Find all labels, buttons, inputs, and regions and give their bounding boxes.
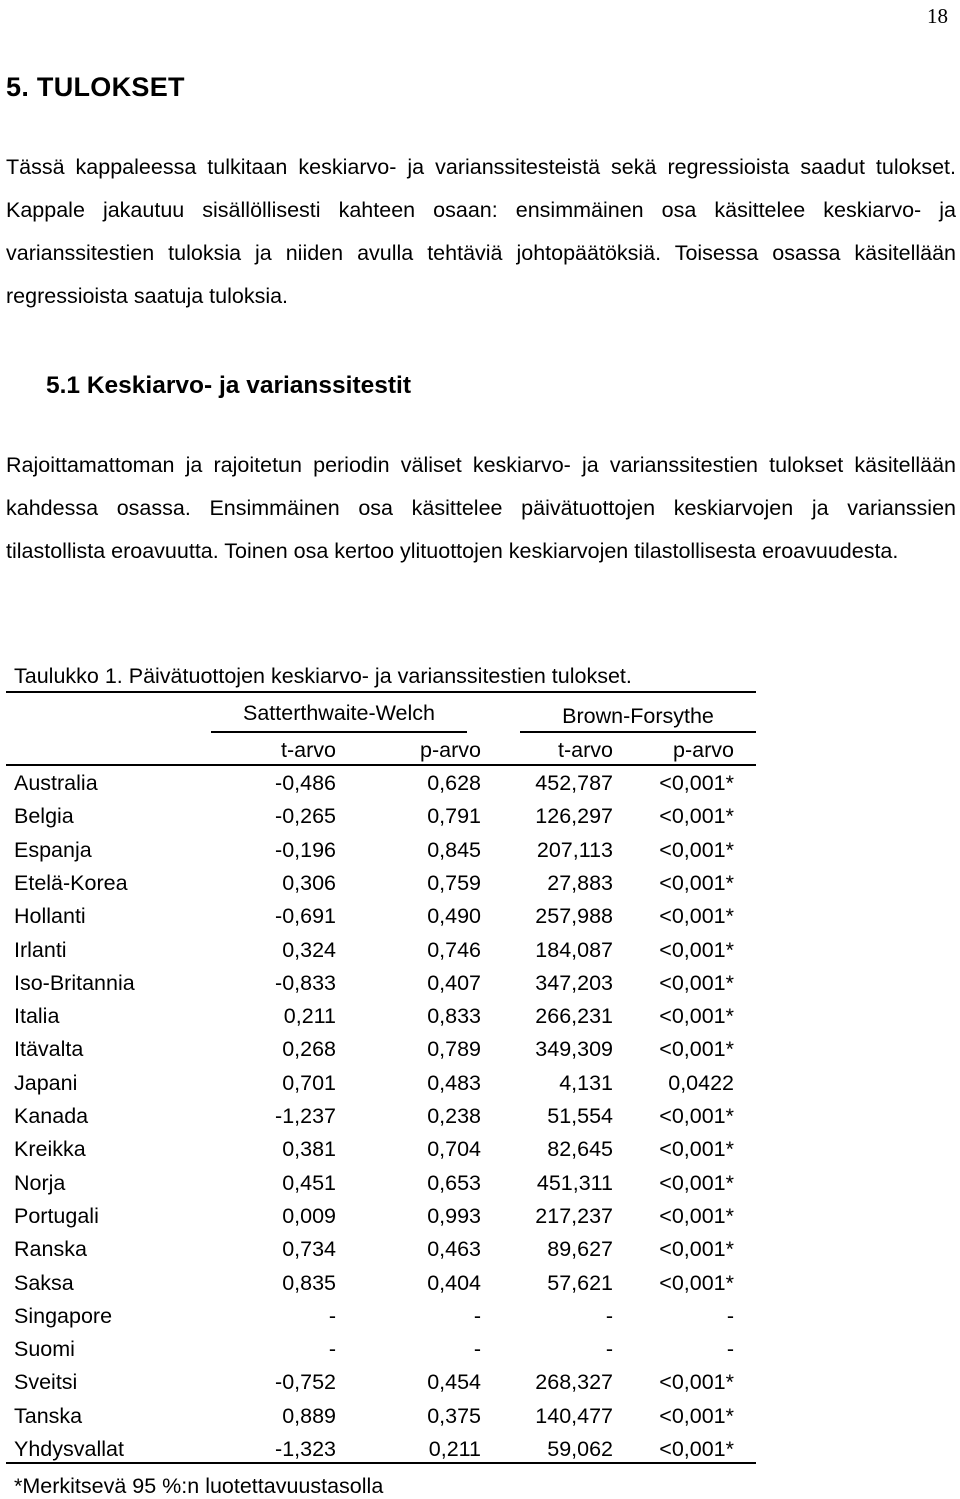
- table-cell-t-arvo-1: 0,268: [282, 1037, 336, 1062]
- table-cell-t-arvo-1: -: [328, 1303, 336, 1328]
- table-cell-t-arvo-2: 140,477: [535, 1403, 613, 1428]
- table-cell-p-arvo-1: 0,759: [427, 870, 481, 895]
- table-cell-t-arvo-2: 89,627: [547, 1237, 613, 1262]
- table-cell-p-arvo-1: 0,704: [427, 1137, 481, 1162]
- table-cell-p-arvo-1: 0,993: [427, 1203, 481, 1228]
- table-row: [6, 799, 756, 832]
- table-cell-t-arvo-2: 217,237: [535, 1203, 613, 1228]
- table-cell-p-arvo-2: <0,001*: [659, 1037, 734, 1062]
- table-cell-p-arvo-1: -: [473, 1337, 481, 1362]
- table-cell-country: Italia: [14, 1004, 60, 1029]
- table-cell-t-arvo-2: 184,087: [535, 937, 613, 962]
- table-row: [6, 1232, 756, 1265]
- table-cell-t-arvo-1: 0,324: [282, 937, 336, 962]
- table-cell-p-arvo-2: <0,001*: [659, 1104, 734, 1128]
- table-cell-t-arvo-1: 0,835: [282, 1270, 336, 1295]
- table-cell-p-arvo-2: <0,001*: [659, 1137, 734, 1162]
- table-cell-p-arvo-1: 0,238: [427, 1104, 481, 1128]
- table-cell-country: Japani: [14, 1070, 78, 1095]
- table-cell-country: Iso-Britannia: [14, 970, 135, 995]
- table-cell-p-arvo-2: <0,001*: [659, 1203, 734, 1228]
- table-cell-t-arvo-2: 349,309: [535, 1037, 613, 1062]
- table-row: [6, 1432, 756, 1465]
- column-header-p-arvo-1: p-arvo: [420, 738, 481, 762]
- table-cell-t-arvo-1: 0,211: [283, 1004, 336, 1029]
- table-cell-t-arvo-1: 0,701: [282, 1070, 336, 1095]
- table-row: [6, 1032, 756, 1065]
- table-row: [6, 866, 756, 899]
- table-cell-t-arvo-1: -0,196: [275, 837, 336, 862]
- section-heading: 5. TULOKSET: [6, 72, 185, 102]
- table-cell-t-arvo-2: -: [605, 1303, 613, 1328]
- table-cell-t-arvo-1: -0,486: [275, 771, 336, 795]
- subsection-heading: 5.1 Keskiarvo- ja varianssitestit: [46, 372, 411, 399]
- table-cell-p-arvo-2: <0,001*: [659, 1370, 734, 1395]
- table-cell-p-arvo-1: 0,653: [427, 1170, 481, 1195]
- table-cell-p-arvo-2: <0,001*: [659, 1403, 734, 1428]
- table-row: [6, 1166, 756, 1199]
- table-cell-country: Yhdysvallat: [14, 1437, 124, 1461]
- table-cell-t-arvo-2: 4,131: [559, 1070, 613, 1095]
- table-cell-t-arvo-2: -: [605, 1337, 613, 1362]
- intro-paragraph: Tässä kappaleessa tulkitaan keskiarvo- ja varianssitesteistä sekä regressioista saadut tulokset. Kappale jakautuu sisällöllisesti kahteen osaan: ensimmäinen osa käsittelee keskiarvo- ja varianssitestien tuloksia ja niiden avulla tehtäviä johtopäätöksiä. Toisessa osassa käsitellään regressioista saatuja tuloksia.: [6, 155, 956, 308]
- table-cell-t-arvo-1: -0,265: [275, 804, 336, 829]
- table-cell-t-arvo-1: 0,381: [282, 1137, 336, 1162]
- table-cell-p-arvo-1: 0,628: [427, 771, 481, 795]
- table-cell-t-arvo-1: 0,889: [282, 1403, 336, 1428]
- table-cell-country: Suomi: [14, 1337, 75, 1362]
- table-row: [6, 1066, 756, 1099]
- table-row: [6, 1332, 756, 1365]
- table-cell-p-arvo-1: 0,454: [427, 1370, 481, 1395]
- table-cell-country: Tanska: [14, 1403, 83, 1428]
- table-cell-t-arvo-2: 266,231: [535, 1004, 613, 1029]
- table-cell-p-arvo-2: <0,001*: [659, 970, 734, 995]
- table-cell-t-arvo-2: 452,787: [535, 771, 613, 795]
- table-cell-country: Etelä-Korea: [14, 870, 128, 895]
- table-cell-t-arvo-2: 451,311: [536, 1170, 613, 1195]
- table-cell-p-arvo-1: 0,845: [427, 837, 481, 862]
- table-cell-t-arvo-2: 347,203: [535, 970, 613, 995]
- table-cell-p-arvo-2: <0,001*: [659, 904, 734, 929]
- table-cell-p-arvo-1: 0,791: [427, 804, 481, 829]
- table-cell-t-arvo-2: 126,297: [535, 804, 613, 829]
- table-cell-p-arvo-2: <0,001*: [659, 771, 734, 795]
- table-cell-p-arvo-1: -: [473, 1303, 481, 1328]
- table-cell-country: Espanja: [14, 837, 92, 862]
- table-cell-p-arvo-2: <0,001*: [659, 937, 734, 962]
- table-row: [6, 966, 756, 999]
- table-cell-country: Singapore: [14, 1303, 113, 1328]
- table-cell-p-arvo-2: <0,001*: [659, 1237, 734, 1262]
- table-cell-p-arvo-2: <0,001*: [659, 804, 734, 829]
- column-header-t-arvo-2: t-arvo: [558, 738, 613, 762]
- table-cell-t-arvo-1: -0,752: [275, 1370, 336, 1395]
- table-row: [6, 999, 756, 1032]
- group-header-brown-forsythe: Brown-Forsythe: [562, 704, 714, 728]
- table-cell-p-arvo-2: <0,001*: [659, 1004, 734, 1029]
- table-cell-t-arvo-1: 0,306: [282, 870, 336, 895]
- table-row: [6, 1199, 756, 1232]
- table-cell-t-arvo-1: -1,237: [275, 1104, 336, 1128]
- table-cell-country: Irlanti: [14, 937, 67, 962]
- table-row: [6, 1399, 756, 1432]
- table-footnote: *Merkitsevä 95 %:n luotettavuustasolla: [14, 1474, 384, 1498]
- table-cell-t-arvo-1: -0,833: [275, 970, 336, 995]
- table-cell-t-arvo-2: 82,645: [547, 1137, 613, 1162]
- group-header-satterthwaite-welch: Satterthwaite-Welch: [243, 701, 435, 725]
- table-cell-t-arvo-2: 27,883: [547, 870, 613, 895]
- table-cell-country: Belgia: [14, 804, 74, 829]
- table-row: [6, 1266, 756, 1299]
- page-number: 18: [927, 4, 948, 28]
- table-row: [6, 899, 756, 932]
- table-cell-p-arvo-1: 0,463: [427, 1237, 481, 1262]
- table-cell-t-arvo-2: 51,554: [547, 1104, 613, 1128]
- table-cell-country: Portugali: [14, 1203, 99, 1228]
- table-row: [6, 1099, 756, 1132]
- subsection-paragraph: Rajoittamattoman ja rajoitetun periodin väliset keskiarvo- ja varianssitestien tulokset käsitellään kahdessa osassa. Ensimmäinen osa käsittelee päivätuottojen keskiarvojen ja varianssien tilastollista eroavuutta. Toinen osa kertoo ylituottojen keskiarvojen tilastollisesta eroavuudesta.: [6, 453, 956, 563]
- table-cell-country: Kanada: [14, 1104, 89, 1128]
- table-cell-t-arvo-1: -: [328, 1337, 336, 1362]
- column-header-p-arvo-2: p-arvo: [673, 738, 734, 762]
- table-cell-p-arvo-1: 0,211: [428, 1437, 481, 1461]
- table-cell-country: Itävalta: [14, 1037, 84, 1062]
- table-cell-p-arvo-1: 0,746: [427, 937, 481, 962]
- table-cell-country: Kreikka: [14, 1137, 86, 1162]
- table-cell-country: Hollanti: [14, 904, 86, 929]
- table-cell-t-arvo-1: -0,691: [275, 904, 336, 929]
- table-row: [6, 1299, 756, 1332]
- table-cell-p-arvo-1: 0,483: [427, 1070, 481, 1095]
- table-row: [6, 833, 756, 866]
- table-cell-t-arvo-1: 0,451: [282, 1170, 336, 1195]
- table-cell-country: Ranska: [14, 1237, 87, 1262]
- table-row: [6, 933, 756, 966]
- table-row: [6, 766, 756, 799]
- table-cell-p-arvo-1: 0,833: [427, 1004, 481, 1029]
- table-cell-p-arvo-2: -: [726, 1337, 734, 1362]
- table-row: [6, 1132, 756, 1165]
- table-header-row: [6, 733, 756, 766]
- table-cell-p-arvo-1: 0,375: [427, 1403, 481, 1428]
- table-bottom-rule: [6, 1462, 756, 1464]
- table-cell-t-arvo-2: 59,062: [547, 1437, 613, 1461]
- table-cell-p-arvo-1: 0,490: [427, 904, 481, 929]
- table-cell-t-arvo-1: 0,009: [282, 1203, 336, 1228]
- table-cell-p-arvo-2: <0,001*: [659, 1170, 734, 1195]
- column-header-t-arvo-1: t-arvo: [281, 738, 336, 762]
- table-cell-p-arvo-2: -: [726, 1303, 734, 1328]
- table-cell-p-arvo-1: 0,404: [427, 1270, 481, 1295]
- table-cell-p-arvo-1: 0,789: [427, 1037, 481, 1062]
- table-cell-t-arvo-1: 0,734: [282, 1237, 336, 1262]
- table-top-rule: [6, 691, 756, 693]
- table-cell-p-arvo-2: <0,001*: [659, 1270, 734, 1295]
- table-cell-country: Norja: [14, 1170, 66, 1195]
- table-cell-t-arvo-2: 257,988: [535, 904, 613, 929]
- table-cell-t-arvo-2: 207,113: [536, 837, 613, 862]
- table-cell-t-arvo-1: -1,323: [275, 1437, 336, 1461]
- table-cell-p-arvo-2: <0,001*: [659, 837, 734, 862]
- table-caption: Taulukko 1. Päivätuottojen keskiarvo- ja varianssitestien tulokset.: [14, 664, 632, 688]
- table-cell-country: Sveitsi: [14, 1370, 78, 1395]
- table-cell-p-arvo-2: 0,0422: [668, 1070, 734, 1095]
- table-cell-t-arvo-2: 57,621: [547, 1270, 613, 1295]
- table-cell-p-arvo-2: <0,001*: [659, 1437, 734, 1461]
- table-cell-t-arvo-2: 268,327: [535, 1370, 613, 1395]
- table-cell-country: Saksa: [14, 1270, 74, 1295]
- table-row: [6, 1365, 756, 1398]
- table-cell-p-arvo-2: <0,001*: [659, 870, 734, 895]
- table-cell-p-arvo-1: 0,407: [427, 970, 481, 995]
- table-cell-country: Australia: [14, 771, 98, 795]
